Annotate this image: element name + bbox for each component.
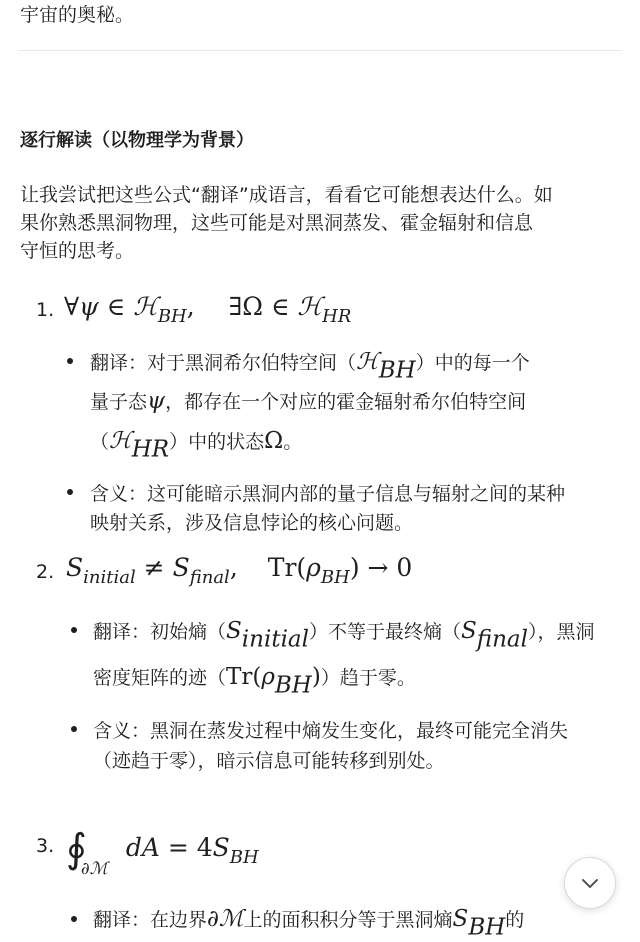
intro-line-3: 守恒的思考。 (20, 240, 135, 262)
translation-1-line-2: 量子态ψ，都存在一个对应的霍金辐射希尔伯特空间 (90, 388, 527, 414)
chevron-down-icon (578, 871, 602, 895)
meaning-1-line-1: 含义：这可能暗示黑洞内部的量子信息与辐射之间的某种 (90, 483, 566, 505)
bullet-dot (71, 916, 77, 922)
list-number-2: 2. (36, 561, 55, 583)
list-number-3: 3. (36, 835, 55, 857)
intro-line-1: 让我尝试把这些公式“翻译”成语言，看看它可能想表达什么。如 (20, 184, 553, 206)
text-top-line: 宇宙的奥秘。 (20, 4, 135, 26)
translation-2-line-1: 翻译：初始熵（Sinitial）不等于最终熵（Sfinal），黑洞 (93, 618, 595, 653)
translation-3-line-1: 翻译：在边界∂ℳ上的面积积分等于黑洞熵SBH的 (93, 906, 525, 941)
meaning-1-line-2: 映射关系，涉及信息悖论的核心问题。 (90, 512, 414, 534)
translation-1-line-1: 翻译：对于黑洞希尔伯特空间（ℋBH）中的每一个 (90, 349, 530, 384)
divider (18, 50, 622, 51)
scroll-down-button[interactable] (564, 857, 616, 909)
translation-2-line-2: 密度矩阵的迹（Tr(ρBH)）趋于零。 (93, 664, 416, 699)
meaning-2-line-2: （迹趋于零），暗示信息可能转移到别处。 (93, 750, 445, 772)
translation-1-line-3: （ℋHR）中的状态Ω。 (90, 428, 303, 463)
formula-1: ∀ψ ∈ ℋ$_{BH}$, ∃Ω ∈ ℋ$_{HR}$ (64, 292, 352, 327)
bullet-dot (67, 358, 73, 364)
meaning-2-line-1: 含义：黑洞在蒸发过程中熵发生变化，最终可能完全消失 (93, 720, 569, 742)
formula-3: $∮_{\partial ℳ}dA = 4S_{BH}$ (66, 826, 259, 880)
bullet-dot (71, 627, 77, 633)
section-heading: 逐行解读（以物理学为背景） (20, 130, 254, 151)
intro-line-2: 果你熟悉黑洞物理，这些可能是对黑洞蒸发、霍金辐射和信息 (20, 212, 534, 234)
formula-2: $S_{initial} \ne S_{final}$, $Tr(\rho_{BH}) \to 0$ (66, 553, 413, 588)
bullet-dot (71, 726, 77, 732)
list-number-1: 1. (36, 299, 55, 321)
bullet-dot (67, 489, 73, 495)
